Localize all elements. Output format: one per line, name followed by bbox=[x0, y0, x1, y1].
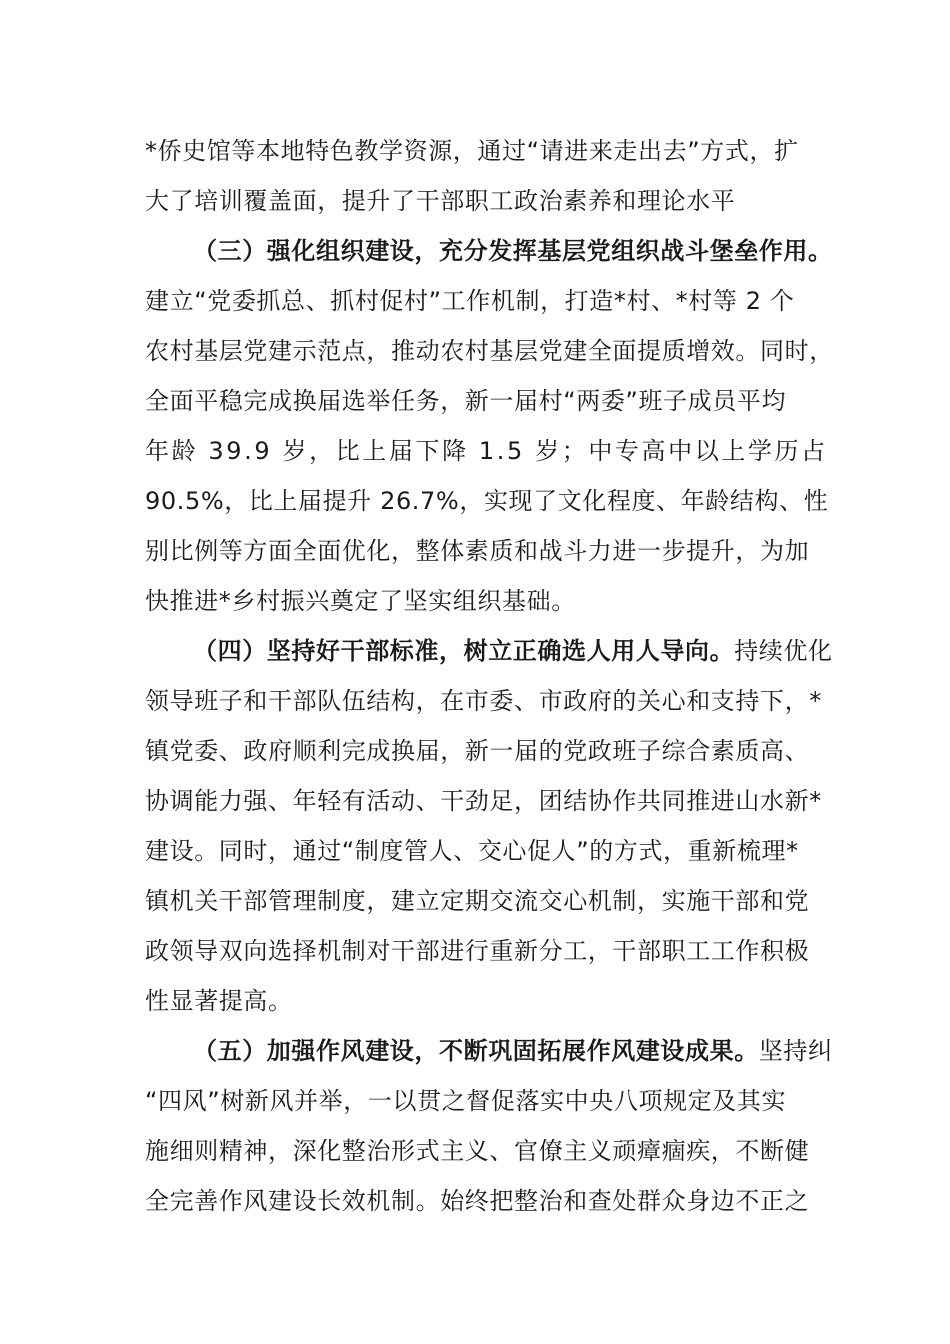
paragraph-line: 别比例等方面全面优化，整体素质和战斗力进一步提升，为加 bbox=[145, 537, 810, 565]
paragraph-line: 建立“党委抓总、抓村促村”工作机制，打造*村、*村等 2 个 bbox=[145, 287, 795, 315]
heading-text: （三）强化组织建设，充分发挥基层党组织战斗堡垒作用。 bbox=[193, 237, 833, 265]
paragraph-line: 年龄 39.9 岁，比上届下降 1.5 岁；中专高中以上学历占 bbox=[145, 437, 828, 465]
paragraph-line: 快推进*乡村振兴奠定了坚实组织基础。 bbox=[145, 587, 576, 615]
paragraph-line: 全完善作风建设长效机制。始终把整治和查处群众身边不正之 bbox=[145, 1187, 810, 1215]
paragraph-line: 镇机关干部管理制度，建立定期交流交心机制，实施干部和党 bbox=[145, 887, 810, 915]
heading-text: （五）加强作风建设，不断巩固拓展作风建设成果。 bbox=[193, 1037, 759, 1065]
paragraph-line: 领导班子和干部队伍结构，在市委、市政府的关心和支持下，* bbox=[145, 687, 822, 715]
paragraph-line: 建设。同时，通过“制度管人、交心促人”的方式，重新梳理* bbox=[145, 837, 799, 865]
paragraph-line: 镇党委、政府顺利完成换届，新一届的党政班子综合素质高、 bbox=[145, 737, 810, 765]
paragraph-line: 全面平稳完成换届选举任务，新一届村“两委”班子成员平均 bbox=[145, 387, 787, 415]
section-heading-3 bbox=[193, 236, 833, 266]
paragraph-line: 性显著提高。 bbox=[145, 987, 293, 1015]
paragraph-line: 施细则精神，深化整治形式主义、官僚主义顽瘴痼疾，不断健 bbox=[145, 1137, 810, 1165]
paragraph-line: *侨史馆等本地特色教学资源，通过“请进来走出去”方式，扩 bbox=[145, 137, 799, 165]
paragraph-line: 协调能力强、年轻有活动、干劲足，团结协作共同推进山水新* bbox=[145, 787, 822, 815]
paragraph-line: “四风”树新风并举，一以贯之督促落实中央八项规定及其实 bbox=[145, 1087, 787, 1115]
section-heading-5: （五）加强作风建设，不断巩固拓展作风建设成果。坚持纠 bbox=[193, 1037, 833, 1065]
paragraph-line: 农村基层党建示范点，推动农村基层党建全面提质增效。同时， bbox=[145, 337, 834, 365]
paragraph-line: 大了培训覆盖面，提升了干部职工政治素养和理论水平 bbox=[145, 187, 736, 215]
paragraph-line: 90.5%，比上届提升 26.7%，实现了文化程度、年龄结构、性 bbox=[145, 487, 829, 515]
heading-text: （四）坚持好干部标准，树立正确选人用人导向。 bbox=[193, 637, 735, 665]
section-heading-4: （四）坚持好干部标准，树立正确选人用人导向。持续优化 bbox=[193, 637, 833, 665]
paragraph-line: 政领导双向选择机制对干部进行重新分工，干部职工工作积极 bbox=[145, 937, 810, 965]
